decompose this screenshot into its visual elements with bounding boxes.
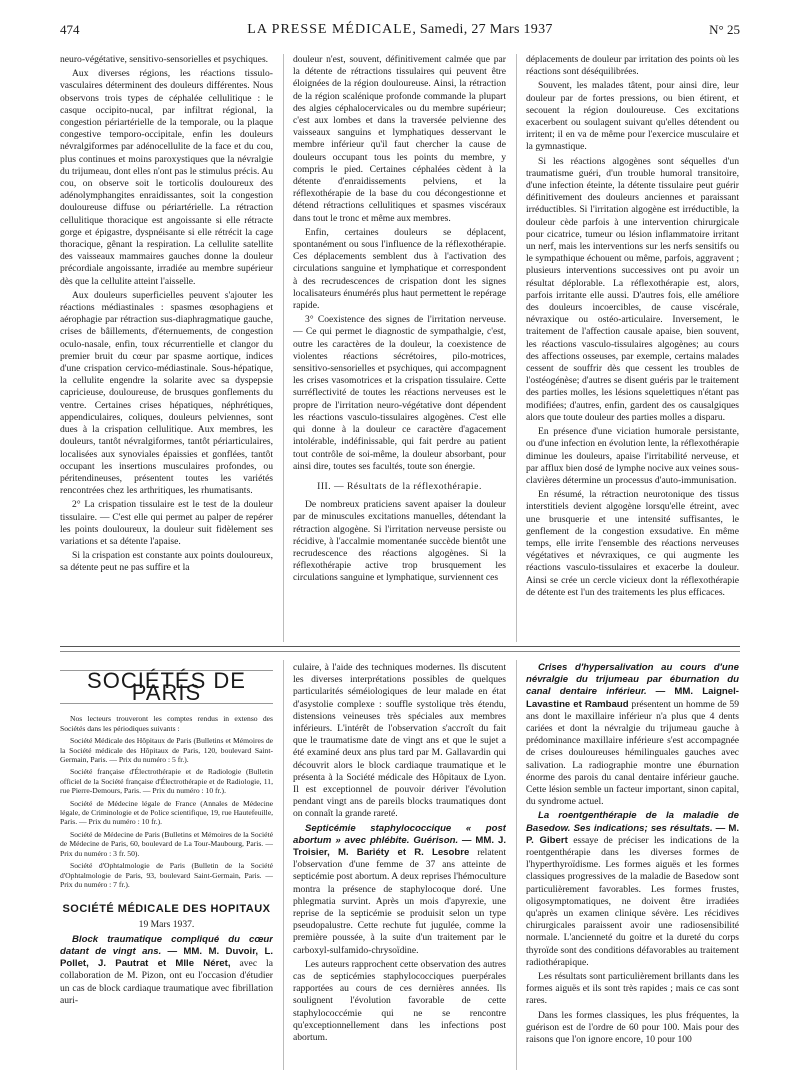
report-paragraph xyxy=(526,810,739,969)
separator-rule xyxy=(60,651,740,652)
report-authors: — M. P. Gibert xyxy=(526,822,739,846)
article-body xyxy=(60,54,740,642)
paragraph: Les auteurs rapprochent cette observation des autres cas de septicémies staphylococciques puerpérales rapportées au cours de ces dernières années. Ils soulignent l'évolution favorable de cette staphylococcémie qui ne se rencontre qu'exceptionnellement dans les infections post abortum. xyxy=(293,958,506,1044)
report-paragraph xyxy=(60,934,273,1007)
list-item: Société de Médecine légale de France (Annales de Médecine légale, de Criminologie et de Police scientifique, 19, rue Hautefeuille, Paris. — Prix du numéro : 10 fr.). xyxy=(60,798,273,827)
page-header xyxy=(60,22,740,44)
paragraph: Les résultats sont particulièrement brillants dans les formes aiguës et ils sont très rapides ; mais ce cas sont rares. xyxy=(526,971,739,1007)
running-title: LA PRESSE MÉDICALE, Samedi, 27 Mars 1937 xyxy=(247,22,553,37)
paragraph: Aux douleurs superficielles peuvent s'ajouter les réactions médiastinales : spasmes œsophagiens et aérophagie par rétraction sus-diaphragmatique gauche, crises de bâillements, d'éternuements, de congestion oculo-nasale, enfin, toux récurrentielle et clangor du premier bruit du cœur par spasme aortique, indices d'une crispation cervico-médiastinale. Sous-hépatique, la cellulite engendre la solarite avec sa dyspepsie capricieuse, douloureuse, de brusques gonflements du ventre. Certaines crises hépatiques, néphrétiques, appendiculaires, coliques, douleurs pelviennes, sont dues à la crispation cellulitique. Aux membres, les douleurs, tantôt névralgiformes, tantôt périarticulaires, localisées aux synoviales épaissies et gonflées, tantôt occupant les insertions musculaires profondes, ou péritendineuses, présentent toutes les variétés rencontrées chez les arthritiques, les rhumatisants. xyxy=(60,289,273,497)
lower-column-2 xyxy=(293,662,506,1072)
report-authors: — MM. Laignel-Lavastine et Rambaud xyxy=(526,686,739,710)
paragraph: culaire, à l'aide des techniques modernes. Ils discutent les diverses interprétations possibles de quelques particularités séméiologiques de leur malade en état d'asystolie complexe : souffle systolique très étendu, distensions veineuses très spéciales aux membres inférieurs. L'intérêt de l'observation s'accroît du fait que le traumatisme date de vingt ans et que le sujet a été examiné deux ans plus tard par M. Gallavardin qui découvrit alors le block cardiaque traumatique et le présenta à la Société médicale des Hôpitaux de Lyon. Il est exceptionnel de pouvoir dériver l'évolution pendant vingt ans de pareils blocks traumatiques dont on connaît la grande rareté. xyxy=(293,662,506,820)
page-number: 474 xyxy=(60,22,80,37)
paragraph: Dans les formes classiques, les plus fréquentes, la guérison est de l'ordre de 60 pour 100. Mais pour des raisons que l'on ignore encore, 10 pour 100 xyxy=(526,1009,739,1046)
paragraph: déplacements de douleur par irritation des points où les réactions sont déséquilibrées. xyxy=(526,54,739,78)
journal-name: LA PRESSE MÉDICALE xyxy=(247,22,413,37)
section-heading: III. — Résultats de la réflexothérapie. xyxy=(317,480,482,492)
lower-column-1 xyxy=(60,662,273,1072)
list-item: Société Médicale des Hôpitaux de Paris (Bulletins et Mémoires de la Société médicale des Hôpitaux de Paris, 120, boulevard Saint-Germain, Paris. — Prix du numéro : 5 fr.). xyxy=(60,736,273,765)
society-heading: SOCIÉTÉ MÉDICALE DES HOPITAUX xyxy=(62,903,271,916)
session-date: 19 Mars 1937. xyxy=(138,918,195,930)
issue-date: Samedi, 27 Mars 1937 xyxy=(419,22,553,37)
text-column-1 xyxy=(60,54,273,642)
section-title: SOCIÉTÉS DE PARIS xyxy=(60,670,273,704)
paragraph: En résumé, la rétraction neurotonique des tissus interstitiels devient algogène lorsqu'elle étreint, avec une brusquerie et une intensité suffisantes, le genflement de la congestion exsudative. En même temps, elle irrite l'ensemble des réactions nerveuses végétatives et névraxiques, ce qui augmente les réactions vasculo-tissulaires et exacerbe la douleur. Ainsi se crée un cercle vicieux dont la réflexothérapie de détente est l'un des traitements les plus efficaces. xyxy=(526,489,739,598)
paragraph: Si les réactions algogènes sont séquelles d'un traumatisme guéri, d'un trouble humoral transitoire, d'une infection éteinte, la détente tissulaire peut guérir définitivement des douleurs anciennes et paraissant irréductibles. Si l'irritation algogène est irréductible, la douleur cède parfois à une intervention chirurgicale pour cicatrice, tumeur ou lésion inflammatoire irritant un nerf, mais les interventions sur les nerfs sensitifs ou le sympathique échouent ou même, parfois, aggravent ; plusieurs interventions successives ont pu avoir un résultat déplorable. La réflexothérapie est, alors, parfois irritante elle aussi. D'autres fois, elle améliore des douleurs incoercibles, de cause viscérale, névraxique ou ostéo-articulaire. Inversement, le traitement de l'affection causale apaise, bien souvent, les réactions vasculo-tissulaires algogènes; au cours des affections osseuses, par exemple, certains malades cessent de souffrir dès que cessent les troubles de l'ostéogénèse; d'autres se disent guéris par le traitement des parties molles, les lésions squelettiques n'étant pas modifiées; d'autres, enfin, gardent des os causalgiques alors que toute douleur des parties molles a disparu. xyxy=(526,155,739,423)
paragraph: Souvent, les malades tâtent, pour ainsi dire, leur douleur par de fortes pressions, ou bien étirent, et secouent la région douloureuse. Ces excitations exacerbent ou soulagent suivant qu'elles détendent ou irritent; il en va de même pour l'exercice musculaire et la gymnastique. xyxy=(526,80,739,153)
report-text: relatent l'observation d'une femme de 37 ans atteinte de septicémie post abortum. A deux reprises l'hémoculture montra la présence de staphylocoque doré. Une phlegmatia survint. Après un mois d'apyrexie, une reprise de la septicémie se produisit selon un type pseudopalustre. Cette rechute fut jugulée, comme la première poussée, à la suite d'un traitement par le carboxyl-sulfamido-chrysoïdine. xyxy=(293,847,506,956)
text-column-2 xyxy=(293,54,506,642)
paragraph: Enfin, certaines douleurs se déplacent, spontanément ou sous l'influence de la réflexothérapie. Ces déplacements semblent dus à l'activation des circulations sanguine et lymphatique et correspondent à des recrudescences de crispation dont les signes localisateurs énumérés plus haut permettent le repérage rapide. xyxy=(293,226,506,312)
report-authors: — MM. M. Duvoir, L. Pollet, J. Pautrat et Mlle Néret, xyxy=(60,945,273,970)
report-title: Block traumatique compliqué du cœur datant de vingt ans. xyxy=(60,933,273,957)
periodicals-list xyxy=(60,714,273,889)
paragraph: Si la crispation est constante aux points douloureux, sa détente peut ne pas suffire et la xyxy=(60,550,273,574)
list-item: Société française d'Électrothérapie et de Radiologie (Bulletin officiel de la Société française d'Électrothérapie et de Radiologie, 11, rue Pierre-Demours, Paris. — Prix du numéro : 10 fr.). xyxy=(60,767,273,796)
paragraph: De nombreux praticiens savent apaiser la douleur par de minuscules excitations manuelles, détendant la rétraction algogène. Si l'irritation nerveuse persiste ou récidive, à l'accalmie momentanée succède bientôt une recrudescence des réactions algogènes. Si la réflexothérapie active trop brusquement les circulations sanguine et lymphatique, surviennent ces xyxy=(293,499,506,584)
paragraph: 2° La crispation tissulaire est le test de la douleur tissulaire. — C'est elle qui permet au palper de repérer les points douloureux, la douleur suit fidèlement ses variations et sa détente l'apaise. xyxy=(60,499,273,547)
paragraph: En présence d'une viciation humorale persistante, ou d'une infection en évolution lente, la réflexothérapie diminue les douleurs, apaise l'irritabilité nerveuse, et par afflux bien dosé de lymphe nocive aux veines sous-clavières détermine un processus d'auto-immunisation. xyxy=(526,426,739,486)
report-paragraph xyxy=(526,662,739,808)
separator-rule xyxy=(60,646,740,647)
list-item: Société de Médecine de Paris (Bulletins et Mémoires de la Société de Médecine de Paris, 60, boulevard de La Tour-Maubourg, Paris. — Prix du numéro : 3 fr. 50). xyxy=(60,829,273,858)
report-title: La roentgenthérapie de la maladie de Basedow. Ses indications; ses résultats. xyxy=(526,810,739,834)
periodicals-intro: Nos lecteurs trouveront les comptes rendus in extenso des Sociétés dans les périodiques suivants : xyxy=(60,714,273,733)
paragraph: 3° Coexistence des signes de l'irritation nerveuse. — Ce qui permet le diagnostic de sympathalgie, c'est, outre les caractères de la douleur, la coexistence de violentes réactions sécrétoires, pilo-motrices, sensitivo-sensorielles et psychiques, qui accompagnent les crises vasomotrices et la crispation tissulaire. Cette surréflectivité de toutes les réactions nerveuses est le propre de l'irritation neuro-végétative dont dépendent les réactions vasculo-tissulaires algogènes. C'est elle qui donne à la douleur ce caractère d'agacement intolérable, indéfinissable, qui fait perdre au patient tout contrôle de soi-même, la douleur absorbant, pour ainsi dire, toutes ses facultés, toute son énergie. xyxy=(293,314,506,472)
paragraph: douleur n'est, souvent, définitivement calmée que par la détente de rétractions tissulaires qui peuvent être éloignées de la région douloureuse. Ainsi, la rétraction de la région scalénique profonde commande la plupart des algies céphalocervicales ou du membre supérieur; c'est aux lombes et dans la traversée pelvienne des vaisseaux sanguins et lymphatiques desservant le membre inférieur qu'il faut chercher la cause de douleurs occupant tous les points du membre, y compris le pied. Certaines céphalées cèdent à la détente d'enraidissements pelviens, et la réflexothérapie de la base du cou décongestionne et détend rétractions cellulitiques et spasmes viscéraux dans tout le tronc et même aux membres. xyxy=(293,54,506,224)
report-text: présentent un homme de 59 ans dont le maxillaire inférieur n'a plus que 4 dents cariées et dont la névralgie du trijumeau gauche à prédominance maxillaire inférieure s'est accompagnée de crises douloureuses hémilinguales gauches avec salivation. La radiographie montre une éburnation énorme des parois du canal dentaire inférieur gauche. Cette lésion semble un facteur important, sinon capital, du syndrome actuel. xyxy=(526,698,739,808)
list-item: Société d'Ophtalmologie de Paris (Bulletin de la Société d'Ophtalmologie de Paris, 93, boulevard Saint-Germain, Paris. — Prix du numéro : 7 fr.). xyxy=(60,861,273,889)
report-paragraph xyxy=(293,823,506,957)
lower-column-3 xyxy=(526,662,739,1072)
report-title: Septicémie staphylococcique « post abortum » avec phlébite. Guérison. xyxy=(293,822,506,846)
report-title: Crises d'hypersalivation au cours d'une névralgie du trijumeau par éburnation du canal dentaire inférieur. xyxy=(526,662,739,698)
societes-section xyxy=(60,662,740,1072)
paragraph: Aux diverses régions, les réactions tissulo-vasculaires déterminent des douleurs différentes. Nous observons trois types de céphalée cellulitique : le casque occipito-nucal, par infiltrat régional, la congestion périartérielle de la temporale, ou la plaque congestive temporo-occipitale, enfin les douleurs névralgiformes par adénocellulite de la face et du cou, plus continues et moins paroxystiques que la névralgie du trijumeau, dont elles n'ont pas le stimulus précis. Au cou, on observe soit le torticolis douloureux des adénolymphangites enraidissantes, soit la congestion douloureuse diffuse ou périartérielle. La rétraction cellulitique thoracique est angoissante si elle rétracte gorge et épigastre, dyspnéisante si elle rétrécit la cage thoracique, gênant la respiration. La cellulite satellite des vaisseaux mammaires gauches donne la douleur précordiale angoissante, irradiée au membre supérieur dès que la cellulite atteint l'aisselle. xyxy=(60,68,273,287)
text-column-3 xyxy=(526,54,739,642)
report-text: avec la collaboration de M. Pizon, ont eu l'occasion d'étudier un cas de block cardiaque traumatique avec fibrillation auri- xyxy=(60,958,273,1006)
report-authors: — MM. J. Troisier, M. Bariéty et R. Lesobre xyxy=(293,834,506,859)
report-text: essaye de préciser les indications de la roentgenthérapie dans les diverses formes de l'hyperthyroïdisme. Les formes aiguës et les formes classiques progressives de la maladie de Basedow sont particulièrement favorables. Les formes frustes, oligosymptomatiques, ne doivent être irradiées qu'après un examen clinique sévère. Les récidives chirurgicales paraissent avoir une radiosensibilité normale. L'ancienneté du goitre et la dureté du corps thyroïde sont des conditions défavorables au traitement radiothérapique. xyxy=(526,834,739,968)
issue-number: N° 25 xyxy=(709,22,740,37)
paragraph: neuro-végétative, sensitivo-sensorielles et psychiques. xyxy=(60,54,269,65)
